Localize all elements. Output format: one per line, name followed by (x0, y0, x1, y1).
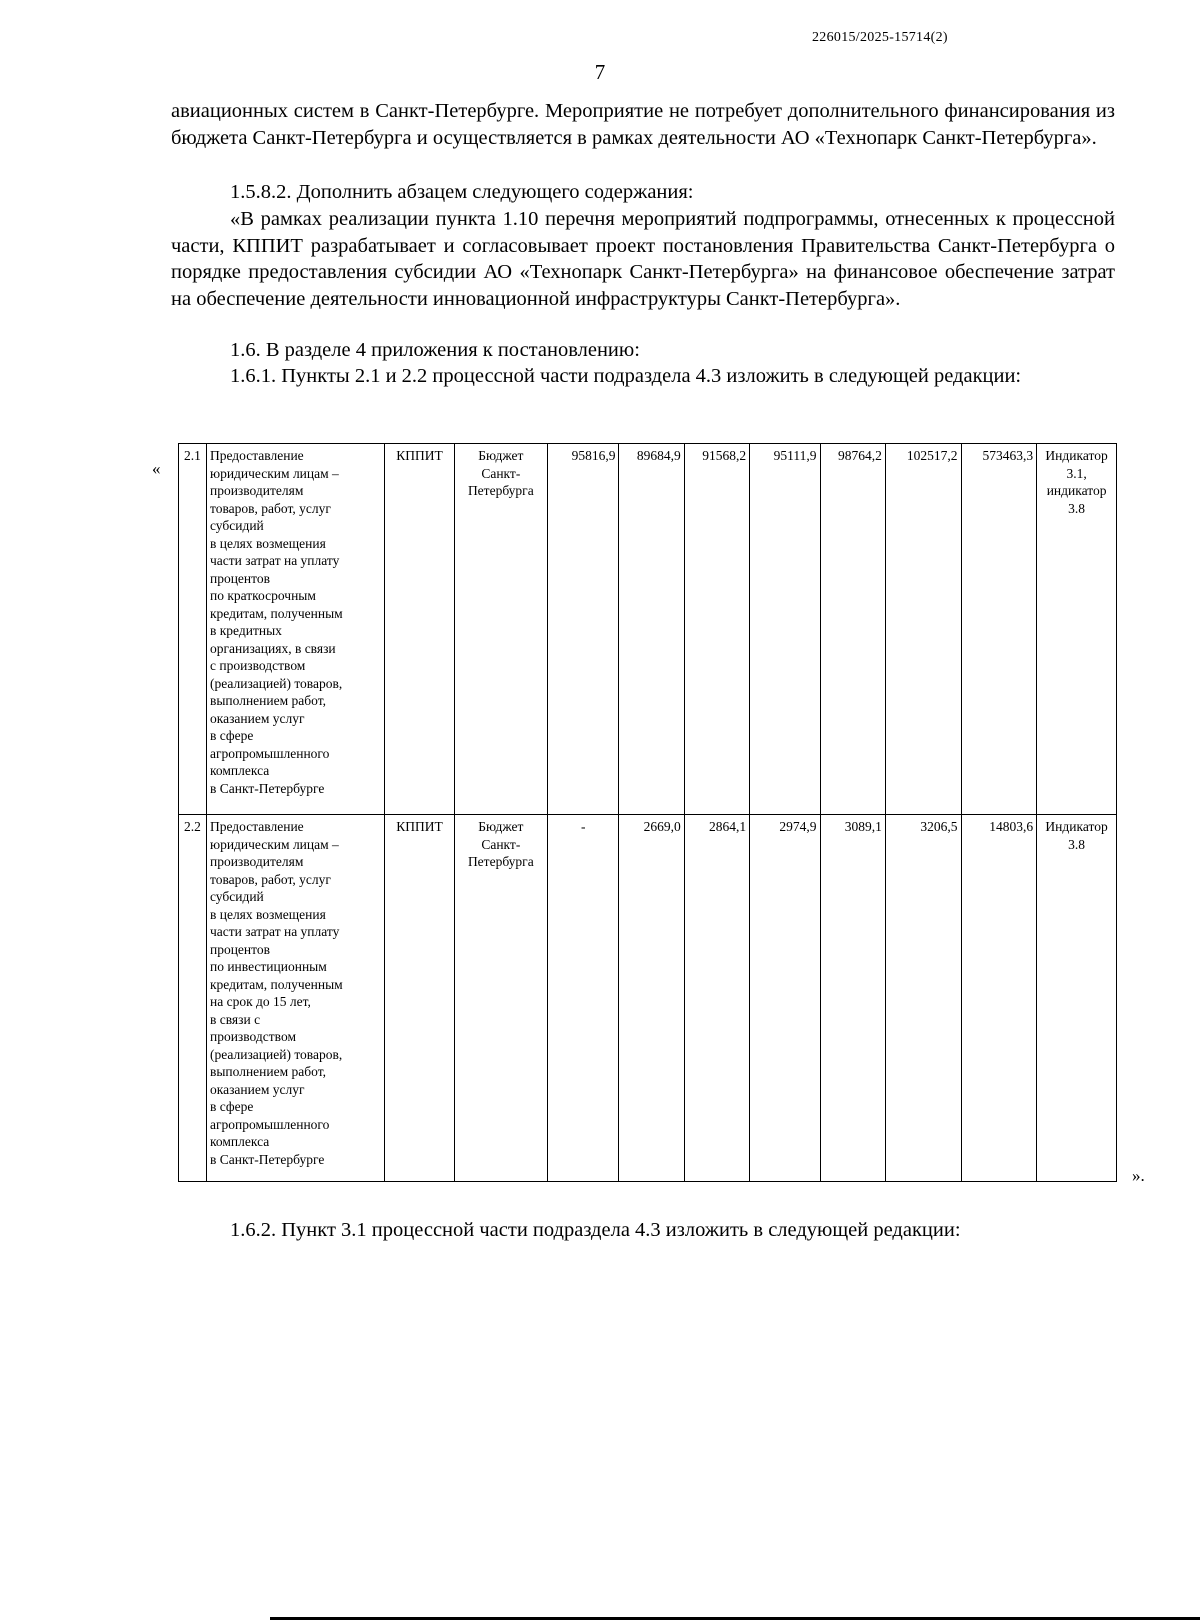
description-line: части затрат на уплату (209, 924, 340, 939)
description-line: по краткосрочным (209, 588, 316, 603)
item-number: 2.2 (179, 815, 207, 1182)
executor: КППИТ (385, 444, 454, 815)
funding-value-year-3: 91568,2 (684, 444, 749, 815)
funding-source: Бюджет Санкт-Петербурга (454, 815, 547, 1182)
funding-value-year-6: 3206,5 (885, 815, 961, 1182)
funding-value-year-7: 573463,3 (961, 444, 1037, 815)
funding-value-year-5: 98764,2 (820, 444, 885, 815)
table-open-quote: « (152, 459, 161, 478)
description-line: комплекса (209, 1134, 270, 1149)
funding-value-year-7: 14803,6 (961, 815, 1037, 1182)
funding-value-year-4: 2974,9 (750, 815, 820, 1182)
description-line: оказанием услуг (209, 710, 305, 726)
table-close-quote: ». (1132, 1166, 1145, 1185)
item-description (206, 815, 384, 1182)
indicator: Индикатор 3.1, индикатор 3.8 (1037, 444, 1117, 815)
description-line: агропромышленного (209, 1116, 330, 1132)
table-row (179, 444, 1117, 815)
paragraph-1-6: 1.6. В разделе 4 приложения к постановлению: (230, 339, 640, 361)
description-line: в связи с (209, 1011, 261, 1027)
description-line: с производством (209, 658, 306, 673)
description-line: субсидий (209, 889, 264, 904)
description-line: процентов (209, 570, 270, 586)
funding-value-year-1: - (547, 815, 619, 1182)
funding-value-year-2: 89684,9 (619, 444, 684, 815)
paragraph-1-5-8-2: 1.5.8.2. Дополнить абзацем следующего содержания: (230, 181, 694, 203)
description-line: производителям (209, 483, 304, 498)
description-line: выполнением работ, (209, 693, 326, 708)
description-line: агропромышленного (209, 745, 330, 761)
paragraph-1-6-2: 1.6.2. Пункт 3.1 процессной части подраздела 4.3 изложить в следующей редакции: (230, 1219, 961, 1241)
description-line: в кредитных (209, 623, 282, 638)
description-line: производством (209, 1029, 296, 1044)
description-line: товаров, работ, услуг (209, 871, 331, 887)
description-line: в целях возмещения (209, 535, 326, 551)
funding-value-year-2: 2669,0 (619, 815, 684, 1182)
description-line: юридическим лицам – (209, 465, 339, 481)
funding-value-year-6: 102517,2 (885, 444, 961, 815)
description-line: части затрат на уплату (209, 553, 340, 568)
item-description (206, 444, 384, 815)
description-line: производителям (209, 854, 304, 869)
description-line: в Санкт-Петербурге (209, 1151, 325, 1167)
item-number: 2.1 (179, 444, 207, 815)
description-line: в целях возмещения (209, 906, 326, 922)
description-line: субсидий (209, 518, 264, 533)
description-line: товаров, работ, услуг (209, 500, 331, 516)
description-line: в Санкт-Петербурге (209, 780, 325, 796)
description-line: организациях, в связи (209, 640, 336, 656)
description-line: Предоставление (209, 448, 304, 463)
indicator: Индикатор 3.8 (1037, 815, 1117, 1182)
description-line: выполнением работ, (209, 1064, 326, 1079)
paragraph-1-6-1: 1.6.1. Пункты 2.1 и 2.2 процессной части подраздела 4.3 изложить в следующей редакции: (230, 365, 1022, 387)
description-line: (реализацией) товаров, (209, 675, 343, 691)
page-number: 7 (594, 60, 606, 84)
funding-value-year-4: 95111,9 (750, 444, 820, 815)
table-row (179, 815, 1117, 1182)
paragraph-quoted-addition: «В рамках реализации пункта 1.10 перечня мероприятий подпрограммы, отнесенных к процессной части, КППИТ разрабатывает и согласовывает проект постановления Правительства Санкт-Петербурга о порядке предоставления субсидии АО «Технопарк Санкт-Петербурга» на финансовое обеспечение затрат на обеспечение деятельности инновационной инфраструктуры Санкт-Петербурга». (171, 208, 1115, 310)
description-line: в сфере (209, 728, 254, 743)
description-line: процентов (209, 941, 270, 957)
description-line: кредитам, полученным (209, 605, 343, 621)
description-line: в сфере (209, 1099, 254, 1114)
description-line: оказанием услуг (209, 1081, 305, 1097)
funding-value-year-5: 3089,1 (820, 815, 885, 1182)
description-line: комплекса (209, 763, 270, 778)
funding-value-year-3: 2864,1 (684, 815, 749, 1182)
funding-value-year-1: 95816,9 (547, 444, 619, 815)
funding-source: Бюджет Санкт-Петербурга (454, 444, 547, 815)
description-line: на срок до 15 лет, (209, 994, 311, 1009)
description-line: (реализацией) товаров, (209, 1046, 343, 1062)
scan-bottom-rule (270, 1617, 1200, 1620)
executor: КППИТ (385, 815, 454, 1182)
description-line: кредитам, полученным (209, 976, 343, 992)
description-line: Предоставление (209, 819, 304, 834)
paragraph-continuation: авиационных систем в Санкт-Петербурге. Мероприятие не потребует дополнительного финансирования из бюджета Санкт-Петербурга и осуществляется в рамках деятельности АО «Технопарк Санкт-Петербурга». (171, 100, 1115, 149)
document-number: 226015/2025-15714(2) (812, 30, 948, 45)
description-line: юридическим лицам – (209, 836, 339, 852)
budget-table (178, 443, 1117, 1182)
description-line: по инвестиционным (209, 959, 327, 974)
